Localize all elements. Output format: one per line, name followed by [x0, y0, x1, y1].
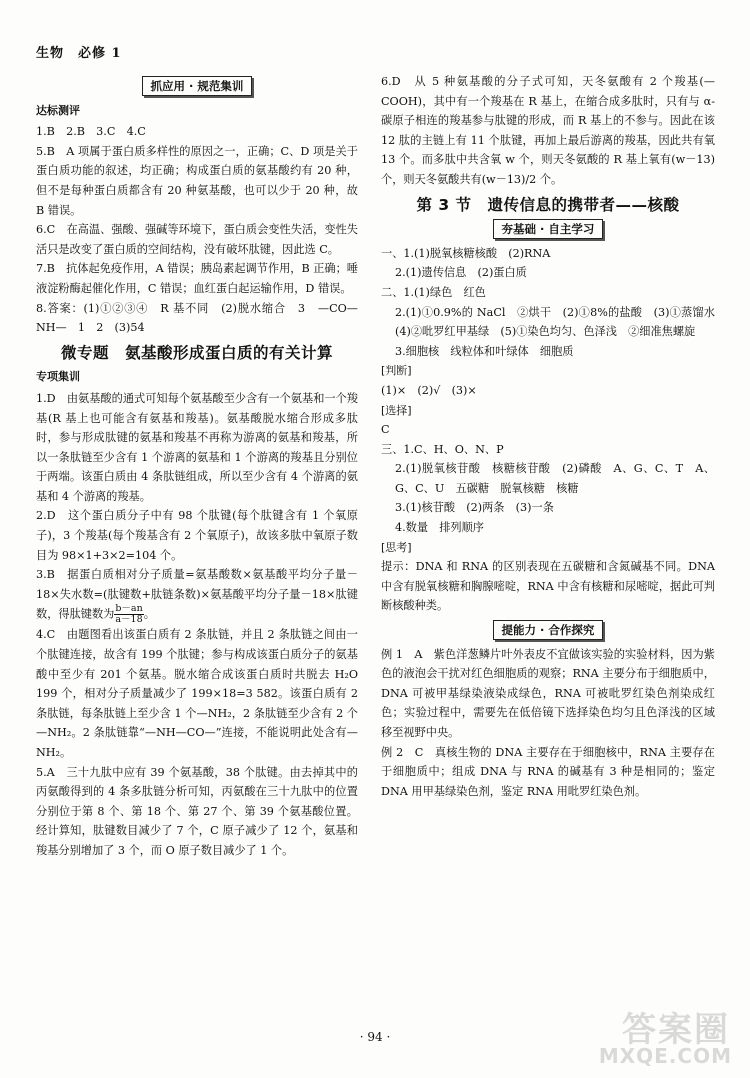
left-column: [36, 72, 358, 861]
example-2: 例 2 C 真核生物的 DNA 主要存在于细胞核中，RNA 主要存在于细胞质中；组成 DNA 与 RNA 的碱基有 3 种是相同的；鉴定 DNA 用甲基绿染色剂，鉴定 RNA 用吡罗红染色剂。: [381, 745, 715, 798]
answer-5: 5.B A 项属于蛋白质多样性的原因之一，正确；C、D 项是关于蛋白质功能的叙述，均正确；构成蛋白质的氨基酸约有 20 种，但不是每种蛋白质都含有 20 种氨基酸，也可以少于 20 种，故 B 错误。: [36, 144, 358, 217]
think-tag: [思考]: [381, 540, 412, 554]
think-hint: 提示：DNA 和 RNA 的区别表现在五碳糖和含氮碱基不同。DNA 中含有脱氧核糖和胸腺嘧啶，RNA 中含有核糖和尿嘧啶，据此可判断核酸种类。: [381, 560, 715, 613]
item-3-3: 3.(1)核苷酸 (2)两条 (3)一条: [395, 501, 554, 515]
judge-tag: [判断]: [381, 364, 412, 378]
watermark-url: MXQE.COM: [598, 1044, 732, 1068]
page-number: · 94 ·: [359, 1030, 391, 1044]
item-2-3: 3.细胞核 线粒体和叶绿体 细胞质: [395, 344, 574, 358]
section-box-apply: 抓应用 · 规范集训: [36, 76, 358, 97]
answer-8: 8.答案：(1)①②③④ R 基不同 (2)脱水缩合 3 —CO—NH— 1 2 (3)54: [36, 301, 358, 335]
fraction: $\frac{b-an}{a-18}$: [115, 603, 143, 626]
section-title-nucleic-acid: 第 3 节 遗传信息的携带者——核酸: [416, 195, 680, 214]
micro-topic-title: 微专题 氨基酸形成蛋白质的有关计算: [60, 343, 333, 362]
answer-q2: 2.D 这个蛋白质分子中有 98 个肽键(每个肽键含有 1 个氧原子)，3 个羧基(每个羧基含有 2 个氧原子)，故该多肽中氧原子数目为 98×1+3×2=104 个。: [36, 509, 358, 562]
subheading-training: 专项集训: [36, 370, 80, 384]
page-header: 生物 必修 1: [36, 46, 122, 61]
choice-answer: C: [381, 423, 390, 437]
section-box-basics: 夯基础 · 自主学习: [381, 219, 715, 240]
answer-1-4: 1.B 2.B 3.C 4.C: [36, 125, 146, 139]
watermark-text: 答案圈: [622, 1010, 730, 1050]
answer-7: 7.B 抗体起免疫作用，A 错误；胰岛素起调节作用，B 正确；唾液淀粉酶起催化作用，C 错误；血红蛋白起运输作用，D 错误。: [36, 262, 358, 295]
subheading-assessment: 达标测评: [36, 103, 80, 117]
right-column: [381, 72, 727, 801]
answer-6: 6.C 在高温、强酸、强碱等环境下，蛋白质会变性失活，变性失活只是改变了蛋白质的空间结构，没有破坏肽键，因此选 C。: [36, 223, 358, 256]
item-3-4: 4.数量 排列顺序: [395, 521, 484, 535]
section-box-ability: 提能力 · 合作探究: [381, 620, 715, 641]
watermark-logo: [586, 1000, 736, 1068]
answer-q6: 6.D 从 5 种氨基酸的分子式可知，天冬氨酸有 2 个羧基(—COOH)，其中有一个羧基在 R 基上，在缩合成多肽时，只有与 α-碳原子相连的羧基参与肽键的形成，而 R 基上的不参与。因此在该 12 肽的主链上有 11 个肽键，再加上最后游离的羧基，因此共有氧 13 个。而多肽中共含氧 w 个，则天冬氨酸的 R 基上氧有(w－13)个，则天冬氨酸共有(w－13)/2 个。: [381, 75, 715, 186]
item-1-1: 一、1.(1)脱氧核糖核酸 (2)RNA: [381, 246, 551, 260]
choice-tag: [选择]: [381, 403, 412, 417]
judge-answers: (1)× (2)√ (3)×: [381, 383, 477, 397]
answer-q5: 5.A 三十九肽中应有 39 个氨基酸，38 个肽键。由去掉其中的丙氨酸得到的 4 条多肽链分析可知，丙氨酸在三十九肽中的位置分别位于第 8 个、第 18 个、第 27 个、第 39 个氨基酸位置。经计算知，肽键数目减少了 7 个，C 原子减少了 12 个，氨基和羧基分别增加了 3 个，而 O 原子数目减少了 1 个。: [36, 765, 358, 857]
item-3-2: 2.(1)脱氧核苷酸 核糖核苷酸 (2)磷酸 A、G、C、T A、G、C、U 五碳糖 脱氧核糖 核糖: [395, 462, 715, 495]
item-3-1: 三、1.C、H、O、N、P: [381, 442, 504, 456]
item-1-2: 2.(1)遗传信息 (2)蛋白质: [395, 266, 527, 280]
answer-q3: 3.B 据蛋白质相对分子质量=氨基酸数×氨基酸平均分子量－18×失水数=(肽键数+肽链条数)×氨基酸平均分子量－18×肽键数，得肽键数为 $\frac{b-an}{a-18}$ 。: [36, 568, 358, 626]
answer-q1: 1.D 由氨基酸的通式可知每个氨基酸至少含有一个氨基和一个羧基(R 基上也可能含有氨基和羧基)。氨基酸脱水缩合形成多肽时，参与形成肽键的氨基和羧基不再称为游离的氨基和羧基，所以一条肽链至少含有 1 个游离的氨基和 1 个游离的羧基且分别位于两端。该蛋白质由 4 条肽链组成，所以至少含有 4 个游离的氨基和 4 个游离的羧基。: [36, 391, 358, 503]
item-2-1: 二、1.(1)绿色 红色: [381, 285, 486, 299]
answer-q4: 4.C 由题图看出该蛋白质有 2 条肽链，并且 2 条肽链之间由一个肽键连接，故含有 199 个肽键；参与构成该蛋白质分子的氨基酸中至少有 201 个氨基。脱水缩合成该蛋白质时共脱去 H₂O 199 个，相对分子质量减少了 199×18=3 582。该蛋白质有 2 条肽链，每条肽链上至少含 1 个—NH₂，2 条肽链至少含有 2 个—NH₂。2 条肽链靠“—NH—CO—”连接，不能说明此处含有—NH₂。: [36, 628, 358, 759]
item-2-2: 2.(1)①0.9%的 NaCl ②烘干 (2)①8%的盐酸 (3)①蒸馏水 (4)②吡罗红甲基绿 (5)①染色均匀、色泽浅 ②细准焦螺旋: [395, 305, 727, 339]
example-1: 例 1 A 紫色洋葱鳞片叶外表皮不宜做该实验的实验材料，因为紫色的液泡会干扰对红色细胞质的观察；RNA 主要分布于细胞质中，DNA 可被甲基绿染液染成绿色，RNA 可被吡罗红染色剂染成红色；实验过程中，需要先在低倍镜下选择染色均匀且色泽浅的区域移至视野中央。: [381, 647, 715, 739]
